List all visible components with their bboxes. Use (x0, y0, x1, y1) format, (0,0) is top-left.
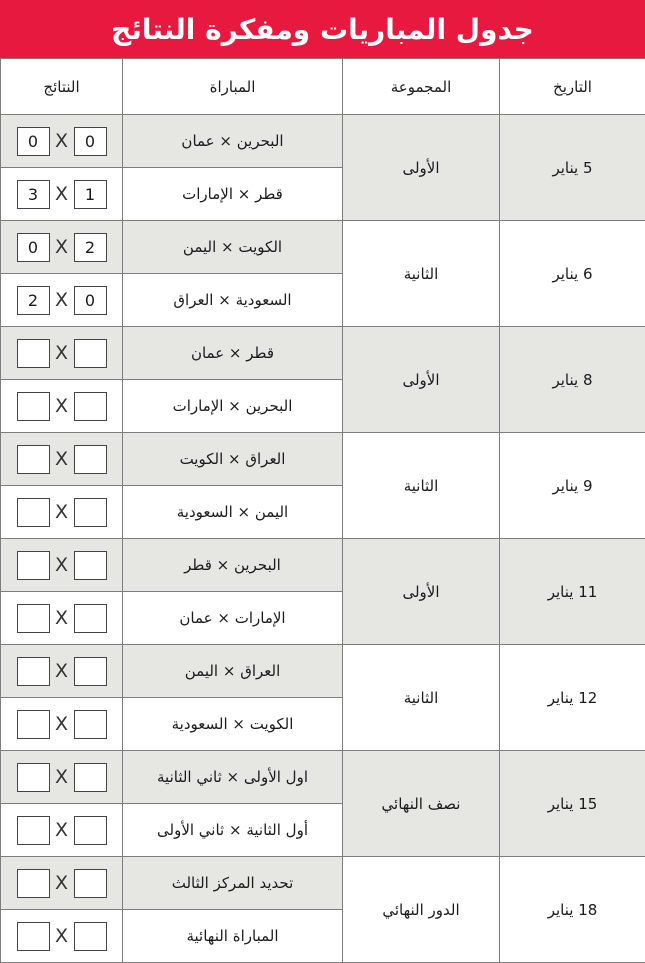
results-cell (1, 910, 123, 963)
score-pair (1, 392, 122, 421)
group-cell: الدور النهائي (343, 857, 500, 963)
match-name: الإمارات × عمان (123, 592, 343, 645)
score-pair (1, 180, 122, 209)
home-score-box[interactable] (74, 869, 107, 898)
home-score-box[interactable]: 1 (74, 180, 107, 209)
match-name: البحرين × الإمارات (123, 380, 343, 433)
home-score-box[interactable] (74, 498, 107, 527)
match-name: أول الثانية × ثاني الأولى (123, 804, 343, 857)
score-separator: X (54, 872, 70, 894)
date-cell: 6 يناير (500, 221, 645, 327)
home-score-box[interactable] (74, 339, 107, 368)
results-cell (1, 380, 123, 433)
match-name: العراق × اليمن (123, 645, 343, 698)
match-name: البحرين × عمان (123, 115, 343, 168)
header-date: التاريخ (500, 59, 645, 115)
score-pair (1, 922, 122, 951)
score-separator: X (54, 236, 70, 258)
group-cell: الثانية (343, 221, 500, 327)
header-group: المجموعة (343, 59, 500, 115)
score-pair (1, 551, 122, 580)
results-cell (1, 168, 123, 221)
match-name: الكويت × السعودية (123, 698, 343, 751)
group-cell: الأولى (343, 115, 500, 221)
away-score-box[interactable] (17, 816, 50, 845)
match-name: اول الأولى × ثاني الثانية (123, 751, 343, 804)
away-score-box[interactable] (17, 392, 50, 421)
results-cell (1, 115, 123, 168)
match-name: البحرين × قطر (123, 539, 343, 592)
score-pair (1, 233, 122, 262)
results-cell (1, 592, 123, 645)
group-cell: الثانية (343, 645, 500, 751)
score-pair (1, 869, 122, 898)
home-score-box[interactable] (74, 445, 107, 474)
results-cell (1, 486, 123, 539)
score-separator: X (54, 766, 70, 788)
date-cell: 9 يناير (500, 433, 645, 539)
match-row (1, 857, 645, 910)
away-score-box[interactable] (17, 498, 50, 527)
home-score-box[interactable] (74, 816, 107, 845)
home-score-box[interactable] (74, 763, 107, 792)
score-pair (1, 710, 122, 739)
results-cell (1, 857, 123, 910)
away-score-box[interactable] (17, 339, 50, 368)
away-score-box[interactable] (17, 710, 50, 739)
away-score-box[interactable] (17, 869, 50, 898)
group-cell: الأولى (343, 327, 500, 433)
away-score-box[interactable]: 3 (17, 180, 50, 209)
away-score-box[interactable] (17, 604, 50, 633)
score-pair (1, 445, 122, 474)
home-score-box[interactable] (74, 657, 107, 686)
home-score-box[interactable] (74, 710, 107, 739)
score-separator: X (54, 819, 70, 841)
score-pair (1, 127, 122, 156)
results-cell (1, 433, 123, 486)
match-name: تحديد المركز الثالث (123, 857, 343, 910)
score-separator: X (54, 448, 70, 470)
results-cell (1, 804, 123, 857)
away-score-box[interactable] (17, 551, 50, 580)
score-separator: X (54, 925, 70, 947)
home-score-box[interactable]: 2 (74, 233, 107, 262)
match-row (1, 539, 645, 592)
group-cell: الثانية (343, 433, 500, 539)
date-cell: 8 يناير (500, 327, 645, 433)
score-separator: X (54, 395, 70, 417)
group-cell: الأولى (343, 539, 500, 645)
score-pair (1, 498, 122, 527)
away-score-box[interactable] (17, 657, 50, 686)
header-results: النتائج (1, 59, 123, 115)
score-separator: X (54, 607, 70, 629)
home-score-box[interactable] (74, 392, 107, 421)
match-row (1, 645, 645, 698)
home-score-box[interactable] (74, 604, 107, 633)
match-name: قطر × عمان (123, 327, 343, 380)
home-score-box[interactable]: 0 (74, 127, 107, 156)
match-name: اليمن × السعودية (123, 486, 343, 539)
match-row (1, 221, 645, 274)
home-score-box[interactable] (74, 922, 107, 951)
away-score-box[interactable] (17, 445, 50, 474)
match-name: المباراة النهائية (123, 910, 343, 963)
results-cell (1, 539, 123, 592)
score-separator: X (54, 713, 70, 735)
away-score-box[interactable]: 2 (17, 286, 50, 315)
score-separator: X (54, 289, 70, 311)
score-pair (1, 286, 122, 315)
match-name: الكويت × اليمن (123, 221, 343, 274)
match-row (1, 433, 645, 486)
schedule-table (0, 58, 645, 963)
match-row (1, 751, 645, 804)
away-score-box[interactable] (17, 763, 50, 792)
score-separator: X (54, 660, 70, 682)
score-separator: X (54, 342, 70, 364)
date-cell: 12 يناير (500, 645, 645, 751)
match-name: العراق × الكويت (123, 433, 343, 486)
match-row (1, 115, 645, 168)
score-pair (1, 604, 122, 633)
match-name: السعودية × العراق (123, 274, 343, 327)
date-cell: 5 يناير (500, 115, 645, 221)
date-cell: 15 يناير (500, 751, 645, 857)
away-score-box[interactable]: 0 (17, 127, 50, 156)
score-pair (1, 816, 122, 845)
score-separator: X (54, 501, 70, 523)
schedule-body (1, 115, 645, 963)
away-score-box[interactable]: 0 (17, 233, 50, 262)
score-separator: X (54, 554, 70, 576)
results-cell (1, 327, 123, 380)
date-cell: 18 يناير (500, 857, 645, 963)
results-cell (1, 751, 123, 804)
date-cell: 11 يناير (500, 539, 645, 645)
header-match: المباراة (123, 59, 343, 115)
results-cell (1, 645, 123, 698)
header-row (1, 59, 645, 115)
score-separator: X (54, 130, 70, 152)
score-pair (1, 763, 122, 792)
match-row (1, 327, 645, 380)
home-score-box[interactable]: 0 (74, 286, 107, 315)
results-cell (1, 221, 123, 274)
results-cell (1, 698, 123, 751)
score-separator: X (54, 183, 70, 205)
results-cell (1, 274, 123, 327)
home-score-box[interactable] (74, 551, 107, 580)
page-title: جدول المباريات ومفكرة النتائج (0, 0, 645, 58)
group-cell: نصف النهائي (343, 751, 500, 857)
away-score-box[interactable] (17, 922, 50, 951)
score-pair (1, 657, 122, 686)
score-pair (1, 339, 122, 368)
match-name: قطر × الإمارات (123, 168, 343, 221)
